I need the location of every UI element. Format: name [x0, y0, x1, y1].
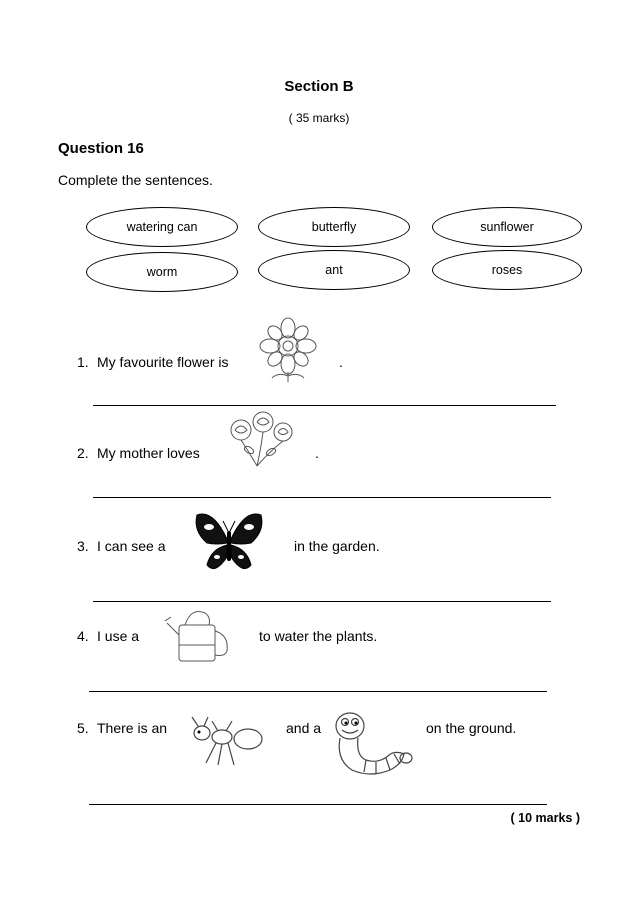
sentence-number: 3.: [77, 538, 89, 554]
sentence-text-before: My favourite flower is: [97, 354, 229, 370]
question-instruction: Complete the sentences.: [58, 172, 213, 188]
word-bank-item: butterfly: [258, 207, 410, 247]
sentence-text-before: There is an: [97, 720, 168, 736]
word-bank-item: roses: [432, 250, 582, 290]
word-bank-item: sunflower: [432, 207, 582, 247]
sentence-text-before: I use a: [97, 628, 140, 644]
question-marks: ( 10 marks ): [510, 811, 580, 825]
answer-line: [93, 601, 551, 602]
section-title: Section B: [284, 78, 354, 95]
sentence-text-before: I can see a: [97, 538, 166, 554]
answer-line: [93, 497, 551, 498]
answer-line: [93, 405, 556, 406]
sentence-text-middle: and a: [286, 720, 322, 736]
word-bank-item: worm: [86, 252, 238, 292]
butterfly-icon: [193, 509, 265, 577]
roses-icon: [223, 408, 299, 470]
answer-line: [89, 691, 547, 692]
ant-icon: [188, 715, 268, 767]
sentence-text-after: on the ground.: [426, 720, 517, 736]
question-heading: Question 16: [58, 140, 144, 157]
sentence-text-after: .: [315, 445, 319, 461]
sentence-number: 5.: [77, 720, 89, 736]
sentence-text-after: to water the plants.: [259, 628, 378, 644]
sentence-number: 2.: [77, 445, 89, 461]
sentence-number: 4.: [77, 628, 89, 644]
watering-can-icon: [165, 605, 233, 667]
word-bank-item: watering can: [86, 207, 238, 247]
answer-line: [89, 804, 547, 805]
sentence-number: 1.: [77, 354, 89, 370]
sentence-text-after: in the garden.: [294, 538, 380, 554]
section-marks: ( 35 marks): [288, 111, 350, 125]
sentence-text-after: .: [339, 354, 343, 370]
worm-icon: [330, 710, 414, 782]
word-bank-item: ant: [258, 250, 410, 290]
sunflower-icon: [248, 316, 328, 382]
sentence-text-before: My mother loves: [97, 445, 200, 461]
